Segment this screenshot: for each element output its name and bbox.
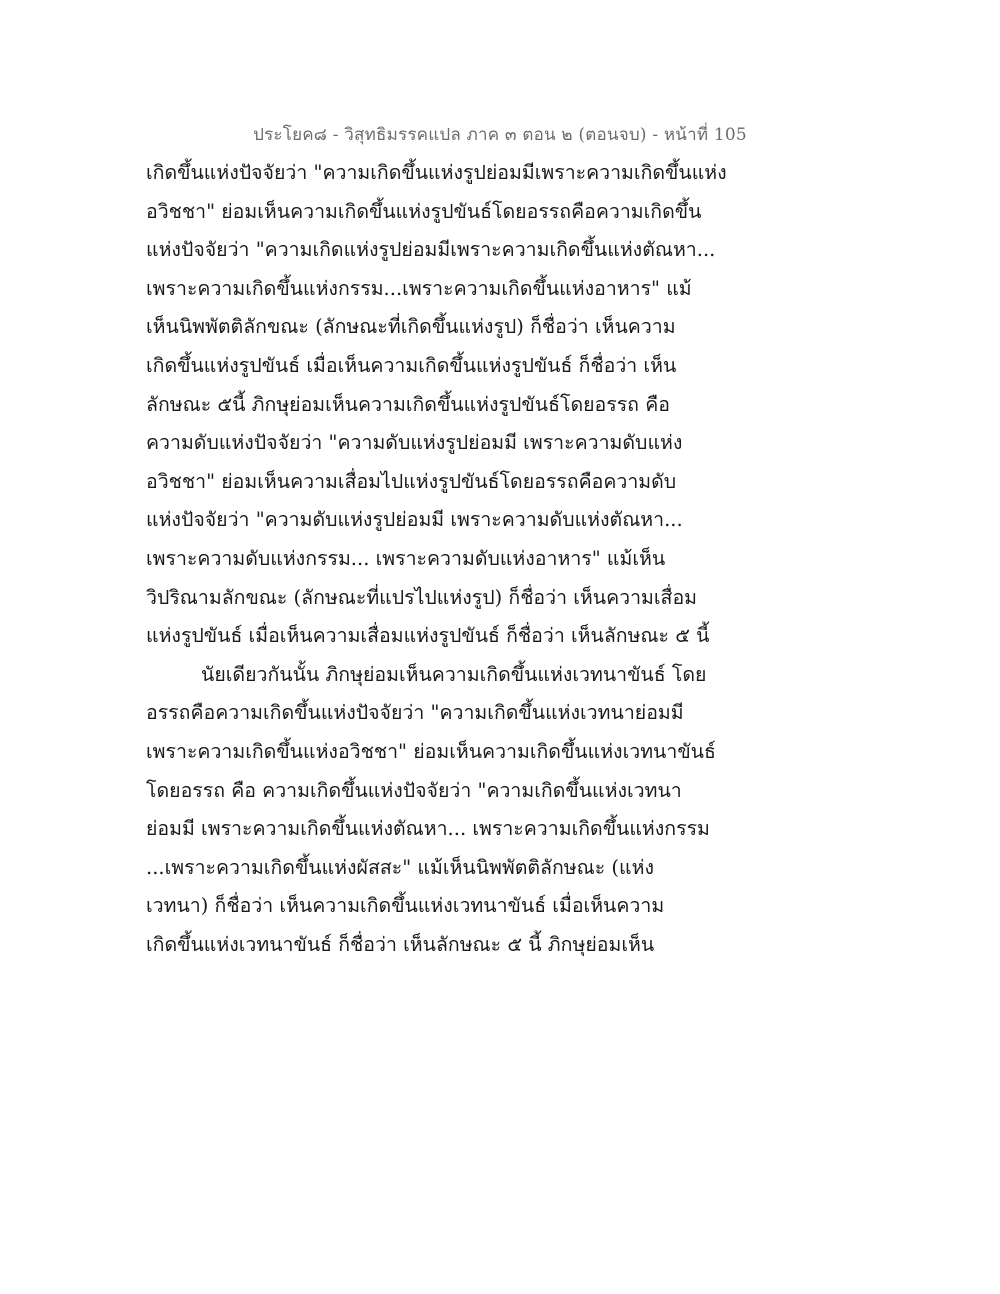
body-text xyxy=(146,154,766,964)
text-line: แห่งรูปขันธ์ เมื่อเห็นความเสื่อมแห่งรูปขันธ์ ก็ชื่อว่า เห็นลักษณะ ๕ นี้ xyxy=(146,624,710,648)
text-line: เพราะความเกิดขึ้นแห่งอวิชชา" ย่อมเห็นความเกิดขึ้นแห่งเวทนาขันธ์ xyxy=(146,739,716,763)
paragraph-start-line: นัยเดียวกันนั้น ภิกษุย่อมเห็นความเกิดขึ้นแห่งเวทนาขันธ์ โดย xyxy=(201,662,707,686)
page-header: ประโยค๘ - วิสุทธิมรรคแปล ภาค ๓ ตอน ๒ (ตอนจบ) - หน้าที่ 105 xyxy=(253,125,747,145)
text-line: อรรถคือความเกิดขึ้นแห่งปัจจัยว่า "ความเกิดขึ้นแห่งเวทนาย่อมมี xyxy=(146,701,684,725)
text-line: เกิดขึ้นแห่งเวทนาขันธ์ ก็ชื่อว่า เห็นลักษณะ ๕ นี้ ภิกษุย่อมเห็น xyxy=(146,932,655,956)
text-line: ลักษณะ ๕นี้ ภิกษุย่อมเห็นความเกิดขึ้นแห่งรูปขันธ์โดยอรรถ คือ xyxy=(146,392,670,416)
text-line: อวิชชา" ย่อมเห็นความเสื่อมไปแห่งรูปขันธ์โดยอรรถคือความดับ xyxy=(146,469,677,493)
text-line: เพราะความดับแห่งกรรม... เพราะความดับแห่งอาหาร" แม้เห็น xyxy=(146,546,666,570)
text-line: เกิดขึ้นแห่งรูปขันธ์ เมื่อเห็นความเกิดขึ้นแห่งรูปขันธ์ ก็ชื่อว่า เห็น xyxy=(146,353,677,377)
text-line: แห่งปัจจัยว่า "ความดับแห่งรูปย่อมมี เพราะความดับแห่งตัณหา... xyxy=(146,508,683,532)
text-line: เพราะความเกิดขึ้นแห่งกรรม...เพราะความเกิดขึ้นแห่งอาหาร" แม้ xyxy=(146,276,692,300)
text-line: ...เพราะความเกิดขึ้นแห่งผัสสะ" แม้เห็นนิพพัตติลักษณะ (แห่ง xyxy=(146,855,654,879)
text-line: เวทนา) ก็ชื่อว่า เห็นความเกิดขึ้นแห่งเวทนาขันธ์ เมื่อเห็นความ xyxy=(146,894,665,918)
text-line: ย่อมมี เพราะความเกิดขึ้นแห่งตัณหา... เพราะความเกิดขึ้นแห่งกรรม xyxy=(146,817,710,841)
text-line: แห่งปัจจัยว่า "ความเกิดแห่งรูปย่อมมีเพราะความเกิดขึ้นแห่งตัณหา... xyxy=(146,238,716,262)
text-line: ความดับแห่งปัจจัยว่า "ความดับแห่งรูปย่อมมี เพราะความดับแห่ง xyxy=(146,431,683,455)
text-line: อวิชชา" ย่อมเห็นความเกิดขึ้นแห่งรูปขันธ์โดยอรรถคือความเกิดขึ้น xyxy=(146,199,702,223)
text-line: เกิดขึ้นแห่งปัจจัยว่า "ความเกิดขึ้นแห่งรูปย่อมมีเพราะความเกิดขึ้นแห่ง xyxy=(146,161,727,184)
text-line: วิปริณามลักขณะ (ลักษณะที่แปรไปแห่งรูป) ก็ชื่อว่า เห็นความเสื่อม xyxy=(146,585,698,609)
text-line: เห็นนิพพัตติลักขณะ (ลักษณะที่เกิดขึ้นแห่งรูป) ก็ชื่อว่า เห็นความ xyxy=(146,315,676,339)
text-line: โดยอรรถ คือ ความเกิดขึ้นแห่งปัจจัยว่า "ความเกิดขึ้นแห่งเวทนา xyxy=(146,778,682,802)
